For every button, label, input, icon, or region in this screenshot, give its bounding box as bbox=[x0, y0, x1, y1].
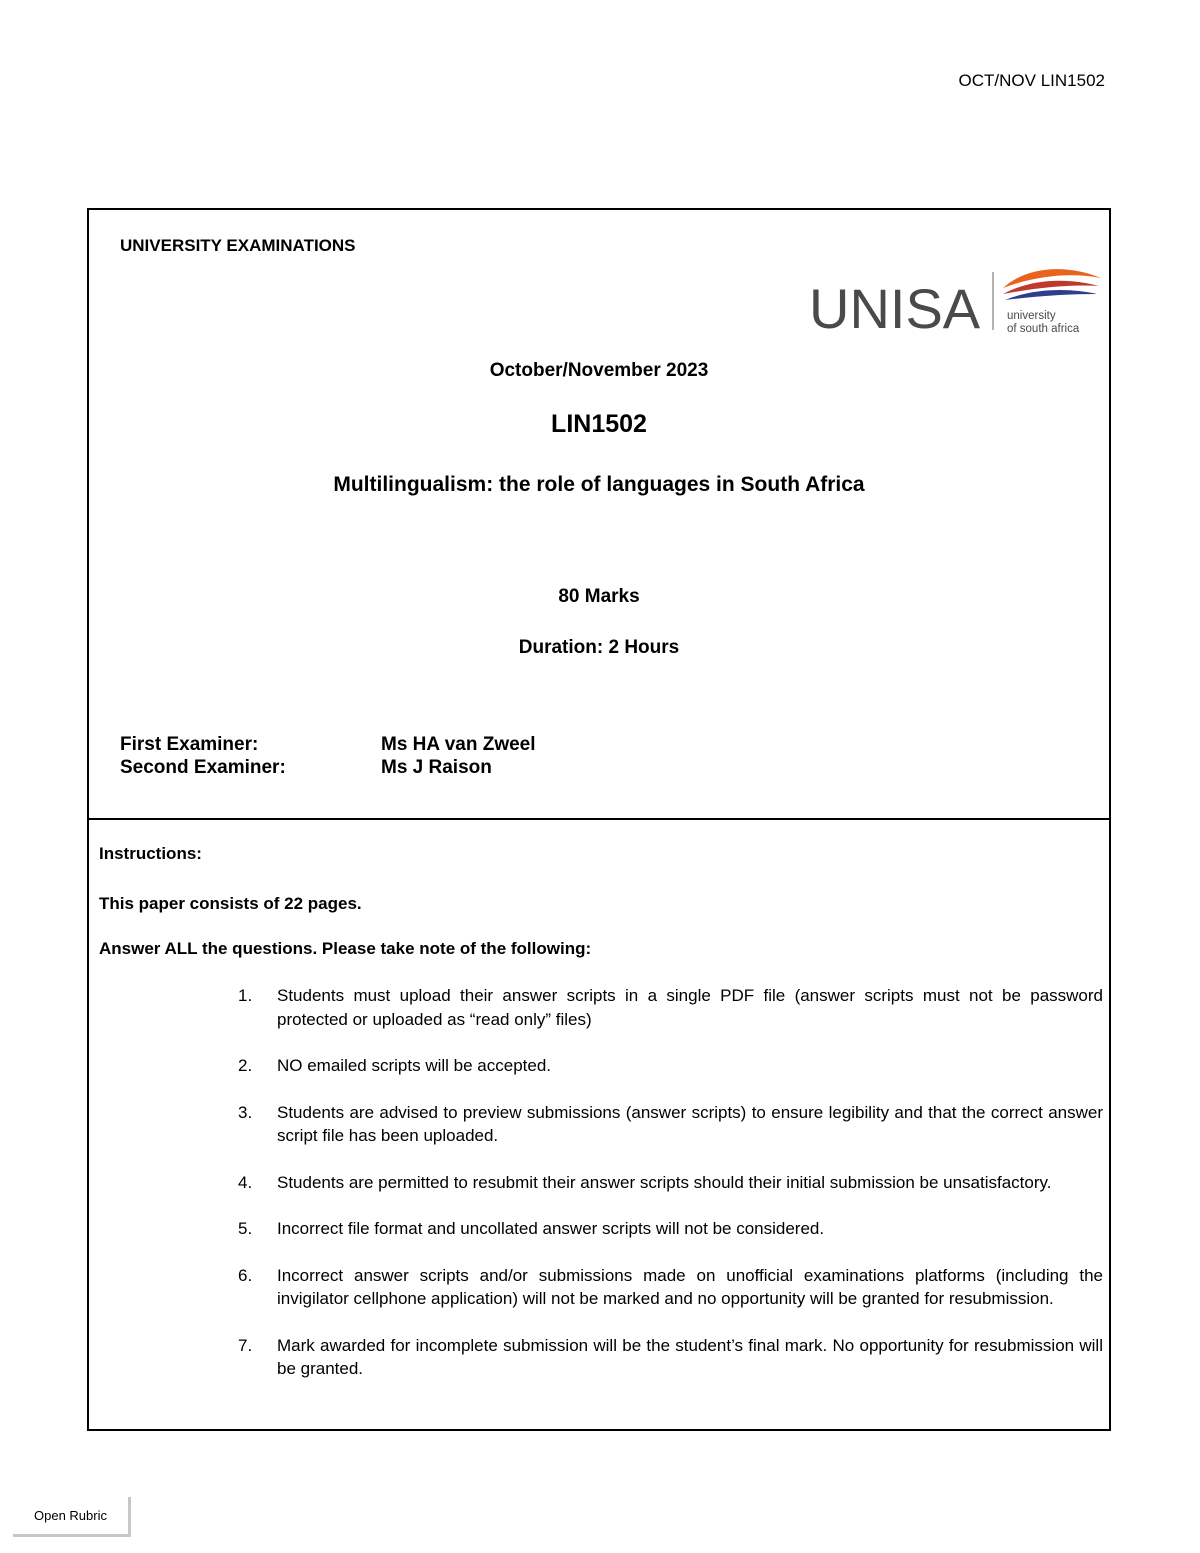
instruction-item bbox=[234, 1264, 1103, 1311]
logo-sub-line1: university bbox=[1007, 310, 1056, 322]
document-header-code: OCT/NOV LIN1502 bbox=[958, 71, 1105, 90]
section-divider bbox=[89, 818, 1109, 820]
cover-page-frame bbox=[87, 208, 1111, 1431]
examiners-block bbox=[120, 733, 536, 779]
instruction-number: 6. bbox=[238, 1265, 253, 1285]
instruction-number: 7. bbox=[238, 1335, 253, 1355]
instruction-text: NO emailed scripts will be accepted. bbox=[277, 1056, 552, 1075]
exam-duration: Duration: 2 Hours bbox=[518, 637, 680, 658]
logo-swoosh-blue bbox=[1005, 290, 1097, 300]
unisa-logo bbox=[807, 264, 1107, 336]
exam-heading: UNIVERSITY EXAMINATIONS bbox=[120, 236, 356, 255]
instruction-number: 2. bbox=[238, 1056, 253, 1075]
course-title: Multilingualism: the role of languages in South Africa bbox=[333, 473, 865, 496]
instruction-item bbox=[234, 1217, 1103, 1241]
instruction-list bbox=[234, 984, 1103, 1404]
examiner-label: Second Examiner: bbox=[120, 757, 286, 778]
instruction-text: Incorrect file format and uncollated answer scripts will not be considered. bbox=[277, 1219, 825, 1238]
instruction-text: Mark awarded for incomplete submission will be the student’s final mark. No opportunity for resubmission will be granted. bbox=[277, 1335, 1103, 1378]
instruction-item bbox=[234, 1054, 1103, 1078]
examiner-label: First Examiner: bbox=[120, 734, 259, 755]
open-rubric-button[interactable]: Open Rubric bbox=[13, 1497, 131, 1537]
instruction-text: Students must upload their answer scripts in a single PDF file (answer scripts must not be password protected or uploaded as “read only” files) bbox=[277, 986, 1103, 1029]
examiner-name: Ms J Raison bbox=[381, 757, 492, 778]
instruction-item bbox=[234, 1334, 1103, 1381]
examiner-name: Ms HA van Zweel bbox=[381, 734, 536, 755]
instruction-number: 5. bbox=[238, 1219, 253, 1238]
course-code: LIN1502 bbox=[551, 410, 647, 438]
instruction-item bbox=[234, 1171, 1103, 1195]
instruction-number: 1. bbox=[238, 986, 253, 1005]
instruction-item bbox=[234, 1101, 1103, 1148]
instruction-text: Incorrect answer scripts and/or submissions made on unofficial examinations platforms (including the invigilator cellphone application) will not be marked and no opportunity will be granted for resubmission. bbox=[277, 1265, 1103, 1308]
instruction-text: Students are advised to preview submissions (answer scripts) to ensure legibility and that the correct answer script file has been uploaded. bbox=[277, 1102, 1103, 1145]
instruction-number: 3. bbox=[238, 1102, 253, 1122]
examiner-row-first bbox=[120, 733, 536, 756]
examiner-row-second bbox=[120, 756, 536, 779]
instruction-item bbox=[234, 984, 1103, 1031]
logo-wordmark: UNISA bbox=[809, 277, 981, 336]
instructions-heading: Instructions: bbox=[99, 844, 202, 863]
exam-date: October/November 2023 bbox=[489, 360, 709, 381]
page-count-note: This paper consists of 22 pages. bbox=[99, 894, 362, 913]
instruction-text: Students are permitted to resubmit their answer scripts should their initial submission be unsatisfactory. bbox=[277, 1172, 1052, 1192]
instruction-number: 4. bbox=[238, 1172, 253, 1192]
total-marks: 80 Marks bbox=[558, 586, 640, 607]
answer-all-note: Answer ALL the questions. Please take note of the following: bbox=[99, 939, 592, 958]
logo-sub-line2: of south africa bbox=[1007, 323, 1080, 335]
